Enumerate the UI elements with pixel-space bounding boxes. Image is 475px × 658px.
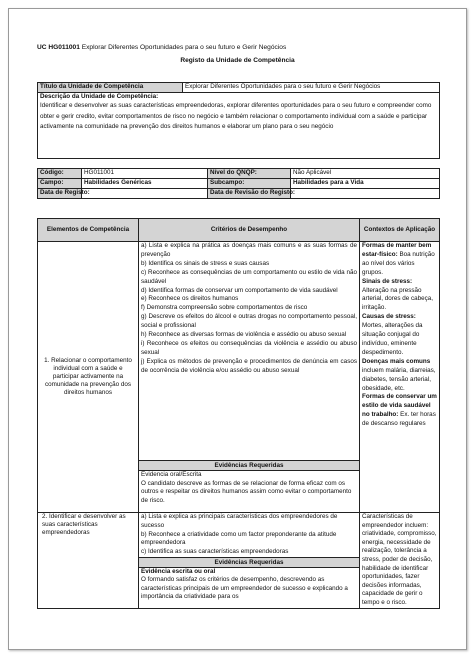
context-text: incluem malária, diarreias, diabetes, tensão arterial, obesidade, etc. [362,366,436,392]
evidence-cell-1 [139,461,360,513]
subcampo-label: Subcampo: [208,179,291,189]
uc-title: Explorar Diferentes Oportunidades para o seu futuro e Gerir Negócios [81,44,287,51]
criterion: g) Descreve os efeitos do álcool e outras drogas no comportamento pessoal, social e profissional [141,313,357,330]
data-revisao-value [291,189,440,199]
criterion: d) Identifica formas de conservar um comportamento de vida saudável [141,286,338,294]
data-registo-value [82,189,208,199]
data-registo-label: Data de Registo: [38,189,82,199]
criterion: c) Identifica as suas características empreendedoras [141,548,289,556]
context-text: Características de empreendedor incluem: criatividade, compromisso, energia, necessidade de realização, tolerância a stress, poder de decisão, habilidade de identificar oportunidades, fazer decisões informadas, capacidade de gerir o tempo e o risco. [362,513,437,606]
data-revisao-label: Data de Revisão do Registo: [208,189,291,199]
context-heading: Formas de conservar um estilo de vida saudável no trabalho: [362,393,437,419]
context-text: Ex. ter horas de descanso regulares [362,411,436,428]
criterion: a) Lista e explica na prática as doenças mais comuns e as suas formas de prevenção [141,242,357,258]
unit-meta-table [37,168,440,199]
unit-info-table [37,82,440,159]
evidence-heading-1: Evidências Requeridas [139,461,359,471]
context-2 [360,513,440,609]
uc-heading [37,44,286,51]
competence-table [37,218,440,609]
criterion: j) Explica os métodos de prevenção e procedimentos de denúncia em casos de ocorrência de violência e/ou assédio ou abuso sexual [141,357,357,374]
criterion: i) Reconhece os efeitos ou consequências da violência e assédio ou abuso sexual [141,339,357,356]
unit-description-cell [38,93,440,159]
col-header-contextos: Contextos de Aplicação [360,219,440,242]
criterion: h) Reconhece as diversas formas de violência e assédio ou abuso sexual [141,331,347,339]
nivel-label: Nível do QNQP: [208,169,291,179]
unit-title-label: Título da Unidade de Competência [38,83,183,93]
criterion: f) Demonstra compreensão sobre comportamentos de risco [141,304,308,312]
context-text: Mortes, alterações da situação conjugal do indivíduo, eminente despedimento. [362,322,423,356]
context-heading: Doenças mais comuns [362,357,431,365]
col-header-criterios: Critérios de Desempenho [139,219,360,242]
uc-code: UC HG011001 [37,44,80,51]
codigo-value: HG011001 [82,169,208,179]
evidence-title-1: Evidencia oral/Escrita [141,471,202,478]
context-1 [360,242,440,513]
col-header-elementos: Elementos de Competência [38,219,139,242]
context-heading: Causas de stress: [362,313,416,321]
context-text: Boa nutrição ao nível dos vários grupos. [362,250,435,276]
criterion: b) Reconhece a criatividade como um factor preponderante da atitude empreendedora [141,530,337,547]
evidence-heading-2: Evidências Requeridas [139,558,359,568]
criteria-list-1 [139,242,360,461]
unit-description-text: Identificar e desenvolver as suas características empreendedoras, explorar diferentes oportunidades para o seu futuro e compreender como obter e gerir credito, evitar comportamentos de risco no negócio e também relacionar o comportamento individual com a saúde e participar activamente na comunidade na prevenção dos direitos humanos e elaborar um plano para o seu negócio [40,102,432,131]
context-heading: Sinais de stress: [362,277,413,285]
evidence-text-2: O formando satisfaz os critérios de desempenho, descrevendo as características principais de um empreendedor de sucesso e explicando a importância da criatividade para os [141,576,348,601]
campo-value: Habilidades Genéricas [82,179,208,189]
criterion: a) Lista e explica as principais características dos empreendedores de sucesso [141,513,338,529]
evidence-text-1: O candidato descreve as formas de se relacionar de forma eficaz com os outros e respeitar os direitos humanos assim como evitar o comportamento de risco. [141,479,352,504]
context-text: Alteração na pressão arterial, dores de cabeça, irritação. [362,286,434,312]
document-subtitle: Registo da Unidade de Competência [180,57,295,64]
evidence-title-2: Evidência escrita ou oral [141,567,216,575]
element-1: 1. Relacionar o comportamento individual com a saúde e participar activamente na comunidade na prevenção dos direitos humanos [38,242,139,513]
criteria-list-2 [139,513,360,558]
evidence-cell-2 [139,557,360,608]
campo-label: Campo: [38,179,82,189]
unit-description-label: Descrição da Unidade de Competência: [40,93,159,100]
criterion: b) Identifica os sinais de stress e suas causas [141,259,270,267]
element-2: 2. Identificar e desenvolver as suas características empreendedoras [38,513,139,609]
context-heading: Formas de manter bem estar-físico: [362,242,432,258]
codigo-label: Código: [38,169,82,179]
unit-title-value: Explorar Diferentes Oportunidades para o seu futuro e Gerir Negócios [183,83,440,93]
nivel-value: Não Aplicável [291,169,440,179]
criterion: c) Reconhece as consequências de um comportamento ou estilo de vida não saudável [141,268,357,285]
criterion: e) Reconhece os direitos humanos [141,295,239,303]
subcampo-value: Habilidades para a Vida [291,179,440,189]
